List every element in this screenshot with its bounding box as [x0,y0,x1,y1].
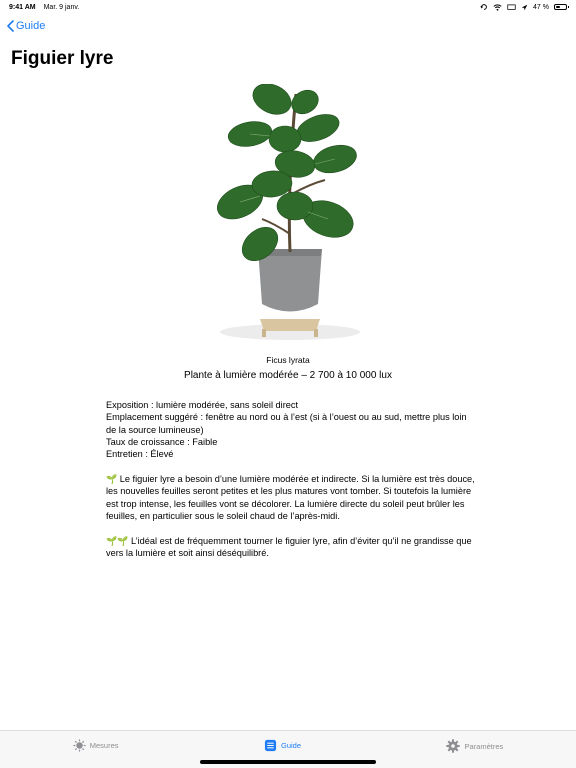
info-location: Emplacement suggéré : fenêtre au nord ou à l’est (si à l’ouest ou au sud, mettre plus loin de la source lumineuse) [106,412,467,435]
wifi-icon [493,4,502,11]
info-maintenance: Entretien : Élevé [106,449,174,460]
location-icon [521,4,528,11]
back-button-label: Guide [16,20,46,32]
sprout-icon: 🌱 [106,474,118,484]
tab-parametres-label: Paramètres [464,741,504,751]
battery-percent: 47 % [533,3,549,11]
tab-guide-label: Guide [280,741,301,750]
status-indicators [480,3,567,11]
tab-parametres[interactable] [446,739,503,753]
sprout-icon: 🌱🌱 [106,536,129,546]
care-paragraph-1-text: Le figuier lyre a besoin d’une lumière modérée et indirecte. Si la lumière est très douce, les nouvelles feuilles seront petites et les plus matures vont tomber. Si toutefois la lumière est trop intense, les feuilles vont se décolorer. La lumière directe du soleil peut brûler les feuilles, en particulier sous le soleil chaud de l’après-midi. [106,474,475,521]
fiddle-leaf-fig-plant-image [200,84,375,344]
sun-icon [73,739,86,752]
rotation-lock-icon [480,3,488,11]
gear-icon [446,739,460,753]
battery-tip [568,6,569,8]
status-date: Mar. 9 janv. [43,3,80,11]
tab-mesures[interactable] [73,739,119,752]
tab-guide[interactable] [264,739,301,752]
book-icon [264,739,277,752]
info-exposure: Exposition : lumière modérée, sans soleil direct [106,400,299,410]
battery-level [556,6,560,8]
page-title: Figuier lyre [11,48,114,69]
screen-mirroring-icon [507,4,516,11]
status-bar [0,0,576,14]
plant-info [106,399,476,460]
light-requirement: Plante à lumière modérée – 2 700 à 10 000 lux [184,370,392,381]
chevron-left-icon [7,20,14,32]
status-time: 9:41 AM [9,3,36,11]
battery-icon [554,4,567,10]
tab-mesures-label: Mesures [89,741,119,750]
scientific-name: Ficus lyrata [266,355,310,365]
home-indicator[interactable] [200,760,376,764]
care-paragraph-2-text: L’idéal est de fréquemment tourner le figuier lyre, afin d’éviter qu’il ne grandisse que vers la lumière et soit ainsi déséquilibré. [106,536,472,559]
info-growth: Taux de croissance : Faible [106,436,218,447]
care-paragraph-1 [106,473,476,522]
back-button[interactable] [7,20,45,32]
care-paragraph-2 [106,535,476,560]
